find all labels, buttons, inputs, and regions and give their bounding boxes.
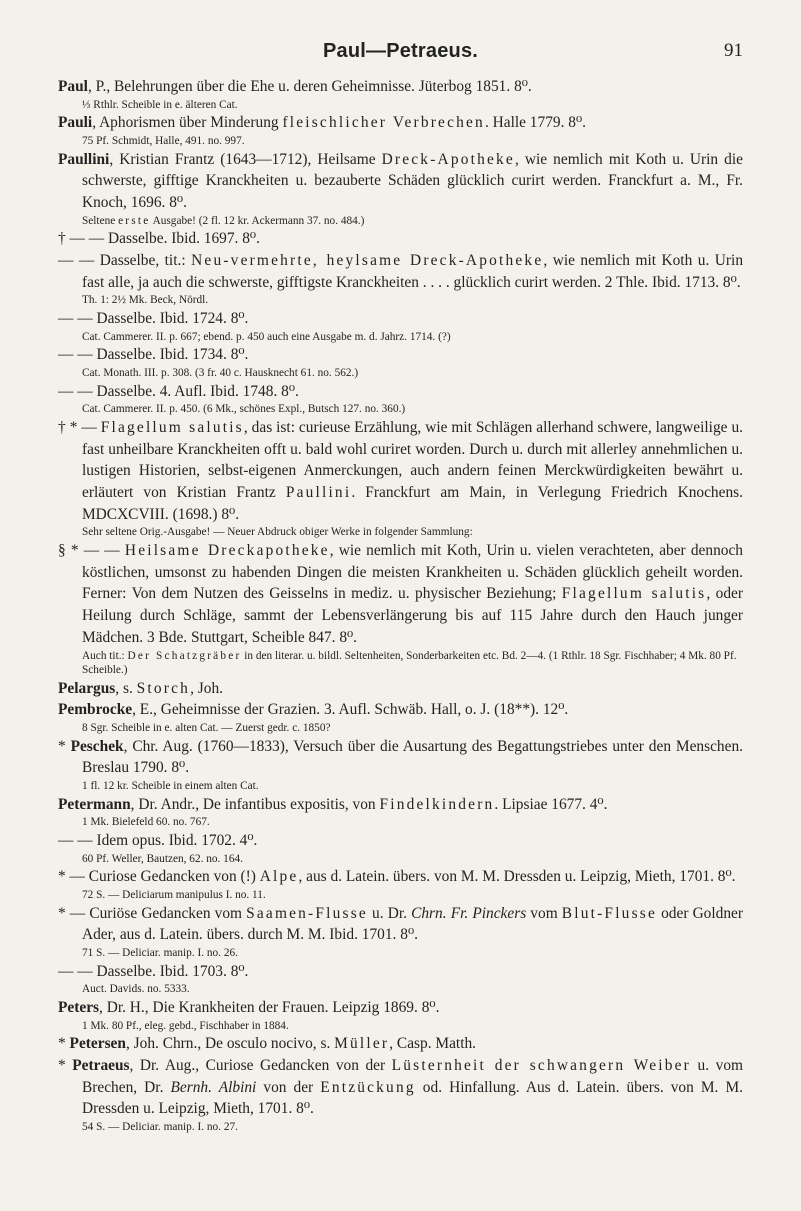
text-run: * — Curiose Gedancken von (!) (58, 868, 260, 886)
text-run: — — Dasselbe. Ibid. 1734. 8⁰. (58, 346, 249, 364)
text-run: 54 S. — Deliciar. manip. I. no. 27. (82, 1121, 238, 1133)
text-run: , Dr. Andr., De infantibus expositis, von (130, 795, 380, 813)
text-run: Blut-Flusse (561, 904, 657, 922)
entry-headword: Pelargus (58, 679, 116, 697)
text-run: . Lipsiae 1677. 4⁰. (494, 795, 608, 813)
text-run: Cat. Cammerer. II. p. 450. (6 Mk., schönes Expl., Butsch 127. no. 360.) (82, 403, 406, 416)
entry-note (58, 888, 743, 903)
entry-note (58, 330, 743, 345)
text-run: , Joh. (190, 679, 223, 697)
bib-entry (58, 417, 743, 526)
text-run: , Chr. Aug. (1760—1833), Versuch über die Ausartung des Begattungstriebes unter den Menschen. Breslau 1790. 8⁰. (82, 737, 744, 777)
text-run: , das ist: curieuse Erzählung, wie mit Schlägen allerhand schwere, langweilige u. fast unheilbare Kranckheiten offt u. bald wohl curiret worden. Durch u. durch mit allerley annehmlichen u. lustigen Historien, selbst-eigenen Anmerckungen, auch andern feinen Merckwürdigkeiten bewährt u. erläutert von Kristian Frantz (82, 418, 743, 501)
text-run: 1 Mk. Bielefeld 60. no. 767. (82, 816, 210, 829)
page-number: 91 (724, 40, 743, 61)
text-run: 71 S. — Deliciar. manip. I. no. 26. (82, 947, 238, 959)
text-run: § * — — (58, 542, 125, 559)
text-run: vom (526, 904, 562, 922)
text-run: erste (118, 214, 151, 227)
text-run: 1 Mk. 80 Pf., eleg. gebd., Fischhaber in 1884. (82, 1019, 289, 1032)
bib-entry (58, 678, 743, 700)
bib-entry (58, 699, 743, 721)
bib-entry (58, 76, 743, 98)
text-run: — — Dasselbe. 4. Aufl. Ibid. 1748. 8⁰. (58, 382, 299, 400)
page-header (58, 0, 743, 62)
bib-entry (58, 540, 743, 649)
text-run: von der (256, 1078, 321, 1096)
entry-headword: Pauli (58, 114, 93, 132)
bib-entry (58, 1055, 743, 1120)
text-run: Seltene (82, 214, 119, 227)
entry-note (58, 1019, 743, 1034)
text-run: , aus d. Latein. übers. von M. M. Dressden u. Leipzig, Mieth, 1701. 8⁰. (298, 868, 736, 886)
text-run: — — Dasselbe. Ibid. 1724. 8⁰. (58, 310, 249, 327)
text-run: Saamen-Flusse (246, 904, 368, 922)
text-run: , s. (115, 679, 137, 697)
bib-entry (58, 381, 743, 403)
entry-headword: Paul (58, 78, 88, 95)
text-run: , Joh. Chrn., De osculo nocivo, s. (125, 1035, 335, 1053)
text-run: 75 Pf. Schmidt, Halle, 491. no. 997. (82, 135, 245, 147)
text-run: Ausgabe! (2 fl. 12 kr. Ackermann 37. no. 484.) (150, 214, 365, 227)
text-run: Entzückung (320, 1078, 416, 1096)
text-run: Sehr seltene Orig.-Ausgabe! — Neuer Abdruck obiger Werke in folgender Sammlung: (82, 526, 473, 539)
text-run: Neu-vermehrte, heylsame Dreck-Apotheke (191, 252, 544, 269)
text-run: fleischlicher Verbrechen (282, 114, 485, 132)
text-run: , oder Heilung durch Schläge, sammt der Lebensverlängerung bis auf 115 Jahre durch den Hauch junger Mädchen. 3 Bde. Stuttgart, Scheible 847. 8⁰. (82, 585, 743, 646)
text-run: Cat. Cammerer. II. p. 667; ebend. p. 450 auch eine Ausgabe m. d. Jahrz. 1714. (?) (82, 330, 451, 343)
entry-note (58, 293, 743, 308)
entry-note (58, 525, 743, 540)
text-run: Lüsternheit der schwangern Weiber (391, 1056, 691, 1074)
text-run: * (58, 737, 71, 755)
text-run: Flagellum salutis (561, 585, 707, 603)
text-run: † * — (58, 418, 101, 436)
bib-entry (58, 961, 743, 983)
text-run: , E., Geheimnisse der Grazien. 3. Aufl. Schwäb. Hall, o. J. (18**). 12⁰. (132, 701, 569, 719)
text-run: 72 S. — Deliciarum manipulus I. no. 11. (82, 889, 266, 901)
text-run: * — Curiöse Gedancken vom (58, 904, 247, 922)
text-run: Auct. Davids. no. 5333. (82, 983, 190, 996)
text-run: , wie nemlich mit Koth, Urin u. vielen verachteten, aber dennoch köstlichen, umsonst zu habenden Dingen die meisten Krankheiten u. Schäden glücklich geheilt worden. Ferner: Von dem Nutzen des Geisselns in mediz. u. physischer Beziehung; (82, 542, 743, 603)
bib-entry (58, 866, 743, 888)
entry-note (58, 366, 743, 381)
entry-note (58, 214, 743, 229)
text-run: ⅓ Rthlr. Scheible in e. älteren Cat. (82, 98, 238, 111)
text-run: * (58, 1056, 73, 1074)
bib-entry (58, 112, 743, 134)
text-run: , Aphorismen über Minderung (92, 114, 283, 132)
text-run: Paullini (285, 484, 352, 501)
text-run: Chrn. Fr. Pinckers (411, 904, 527, 922)
text-run: Auch tit.: (82, 649, 128, 662)
text-run: Müller (334, 1035, 390, 1053)
text-run: Cat. Monath. III. p. 308. (3 fr. 40 c. Hausknecht 61. no. 562.) (82, 367, 359, 379)
bib-entry (58, 149, 743, 214)
text-run: Heilsame Dreckapotheke (124, 542, 330, 559)
text-run: od. Hinfallung. Aus d. Latein. übers. von M. M. Dressden u. Leipzig, Mieth, 1701. 8⁰. (82, 1078, 743, 1118)
entry-note (58, 852, 743, 867)
entry-note (58, 1120, 743, 1135)
text-run: Alpe (259, 868, 299, 886)
text-run: † — — Dasselbe. Ibid. 1697. 8⁰. (58, 230, 260, 248)
text-run: Th. 1: 2½ Mk. Beck, Nördl. (82, 294, 209, 307)
bib-entry (58, 830, 743, 852)
entry-note (58, 815, 743, 830)
entry-note (58, 721, 743, 736)
text-run: Dreck-Apotheke (381, 150, 515, 168)
text-run: , wie nemlich mit Koth u. Urin die schwerste, gifftige Kranckheiten u. bezauberte Schäden glücklich curirt werden. Franckfurt a. M., Fr. Knoch, 1696. 8⁰. (82, 150, 743, 211)
text-run: , Kristian Frantz (1643—1712), Heilsame (109, 150, 382, 168)
text-run: 60 Pf. Weller, Bautzen, 62. no. 164. (82, 852, 243, 865)
entry-note (58, 649, 743, 678)
text-run: Bernh. Albini (170, 1078, 257, 1096)
text-run: — — Idem opus. Ibid. 1702. 4⁰. (58, 832, 258, 849)
text-run: . Halle 1779. 8⁰. (484, 114, 586, 132)
text-run: , Casp. Matth. (389, 1035, 477, 1053)
entry-note (58, 134, 743, 149)
text-run: , P., Belehrungen über die Ehe u. deren Geheimnisse. Jüterbog 1851. 8⁰. (87, 78, 532, 95)
text-run: — — Dasselbe. Ibid. 1703. 8⁰. (58, 962, 249, 980)
text-run: . Franckfurt am Main, in Verlegung Friedrich Knochens. MDCXCVIII. (1698.) 8⁰. (82, 484, 743, 523)
bib-entry (58, 997, 743, 1019)
bib-entry (58, 794, 743, 816)
entry-headword: Peters (58, 998, 100, 1016)
text-run: * (58, 1035, 70, 1053)
text-run: , Dr. H., Die Krankheiten der Frauen. Leipzig 1869. 8⁰. (99, 998, 440, 1016)
text-run: Flagellum salutis (100, 418, 244, 436)
entry-headword: Petermann (58, 795, 131, 813)
entry-note (58, 98, 743, 113)
entry-headword: Pembrocke (58, 701, 133, 719)
text-run: Der Schatzgräber (127, 649, 242, 662)
bib-entry (58, 736, 743, 779)
text-run: u. vom Brechen, Dr. (82, 1056, 743, 1096)
text-run: in den literar. u. bildl. Seltenheiten, Sonderbarkeiten etc. Bd. 2—4. (1 Rthlr. 18 Sgr. Fischhaber; 4 Mk. 80 Pf. Scheible.) (82, 649, 737, 677)
entry-headword: Petersen (69, 1035, 126, 1053)
entry-note (58, 946, 743, 961)
text-run: — — Dasselbe, tit.: (58, 252, 192, 269)
entry-note (58, 402, 743, 417)
bib-entry (58, 250, 743, 293)
running-head: Paul—Petraeus. (322, 40, 479, 62)
entry-headword: Peschek (70, 737, 124, 755)
text-run: Findelkindern (379, 795, 495, 813)
entry-headword: Paullini (58, 150, 110, 168)
bib-entry (58, 344, 743, 366)
entry-note (58, 779, 743, 794)
bibliography-entries (58, 76, 743, 1135)
text-run: Storch (136, 679, 191, 697)
text-run: u. Dr. (367, 904, 412, 922)
bib-entry (58, 903, 743, 946)
text-run: , Dr. Aug., Curiose Gedancken von der (129, 1056, 392, 1074)
bib-entry (58, 228, 743, 250)
text-run: oder Goldner Ader, aus d. Latein. übers. durch M. M. Ibid. 1701. 8⁰. (82, 904, 743, 944)
bib-entry (58, 1033, 743, 1055)
bib-entry (58, 308, 743, 330)
text-run: 8 Sgr. Scheible in e. alten Cat. — Zuerst gedr. c. 1850? (82, 722, 331, 735)
entry-note (58, 982, 743, 997)
entry-headword: Petraeus (72, 1056, 130, 1074)
text-run: , wie nemlich mit Koth u. Urin fast alle, ja auch die schwerste, gifftigste Kranckheiten . . . . glücklich curirt werden. 2 Thle. Ibid. 1713. 8⁰. (82, 252, 744, 291)
text-run: 1 fl. 12 kr. Scheible in einem alten Cat. (82, 780, 259, 793)
